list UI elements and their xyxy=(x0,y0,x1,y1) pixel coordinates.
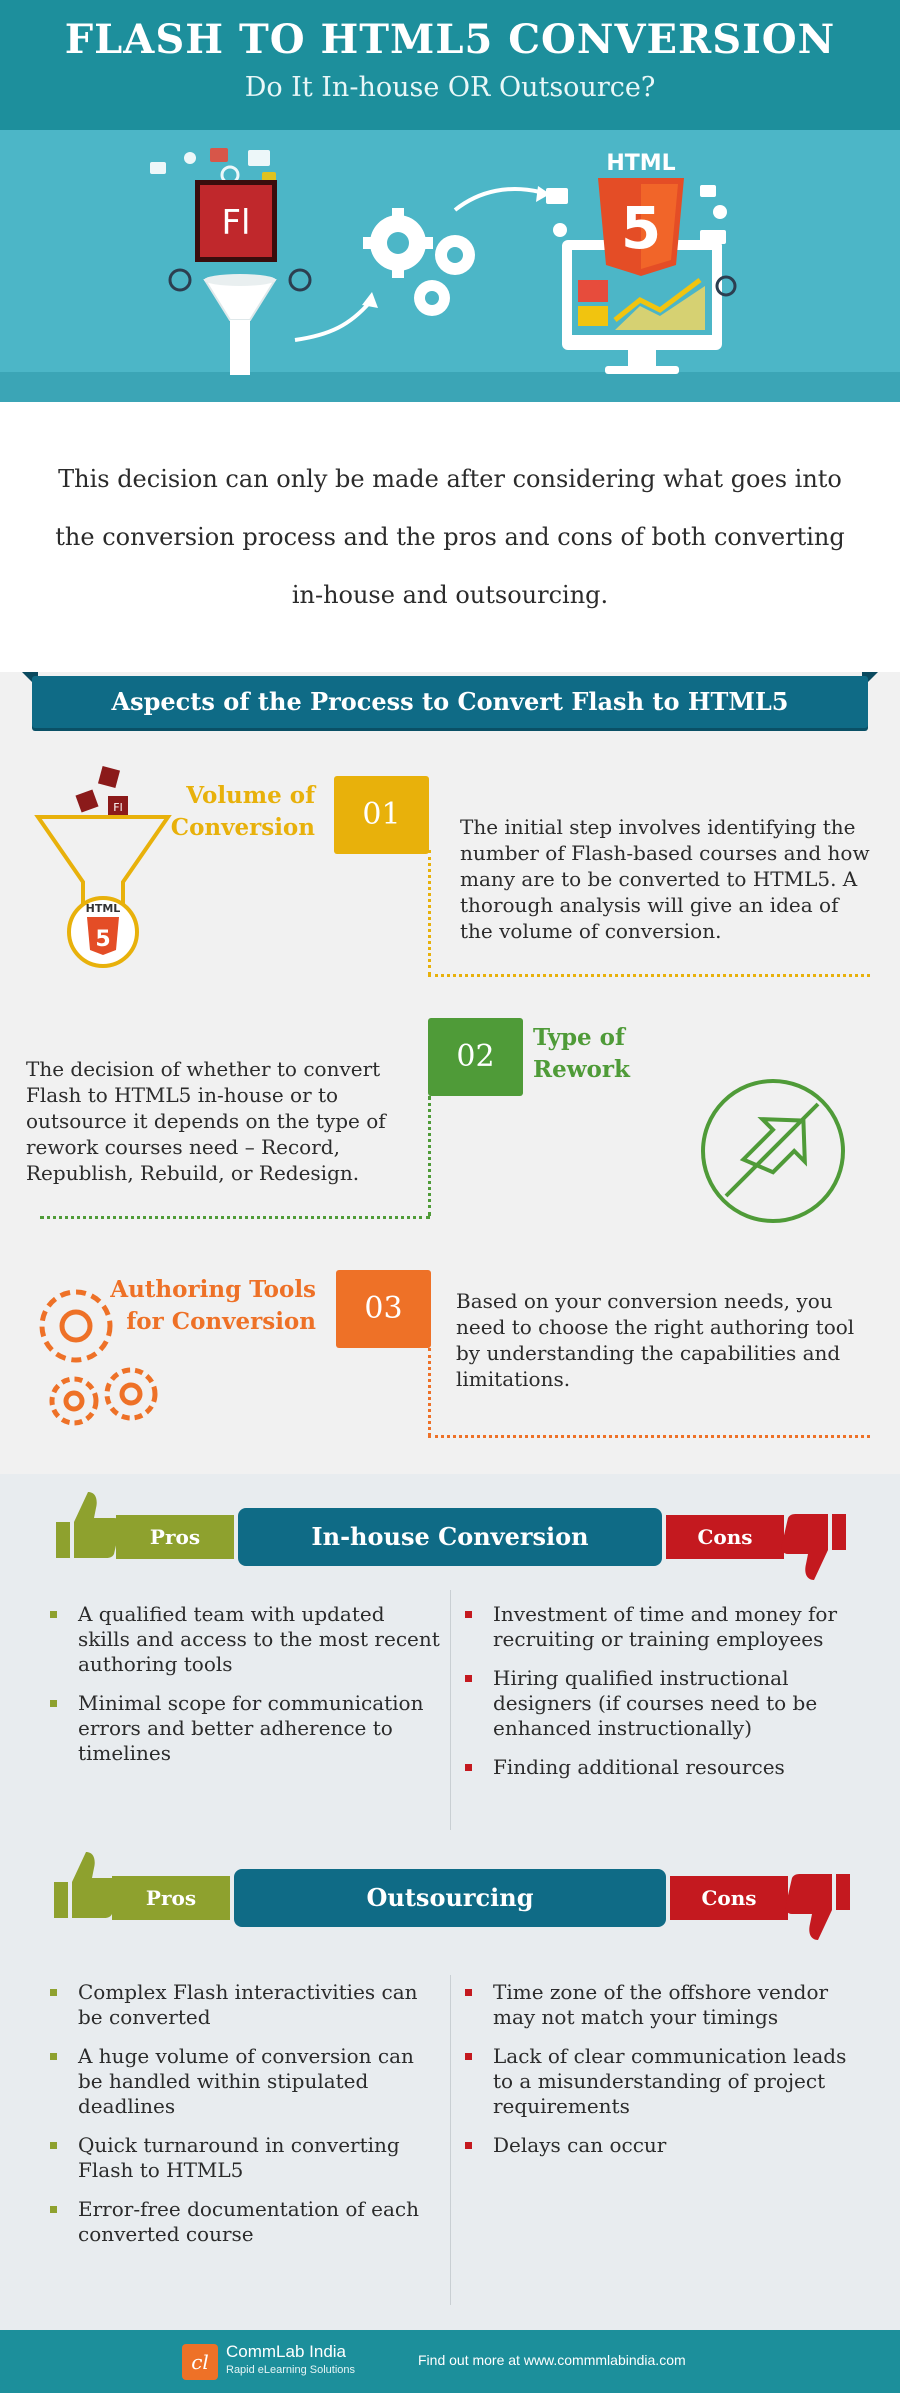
outsourcing-pros-label: Pros xyxy=(112,1876,230,1920)
aspect-3-dotline-h xyxy=(428,1435,870,1438)
inhouse-con-1: Investment of time and money for recruiting or training employees xyxy=(493,1602,838,1651)
inhouse-pro-1: A qualified team with updated skills and access to the most recent authoring tools xyxy=(78,1602,440,1676)
aspect-1-dotline-v xyxy=(428,850,431,975)
small-icons-left xyxy=(150,148,276,183)
inhouse-pros-list xyxy=(50,1602,440,1780)
header xyxy=(0,0,900,130)
bullet-icon xyxy=(465,2142,472,2149)
outsourcing-con-2: Lack of clear communication leads to a misunderstanding of project requirements xyxy=(493,2044,847,2118)
html5-mini-number: 5 xyxy=(95,927,111,952)
inhouse-pros-label: Pros xyxy=(116,1515,234,1559)
aspect-3-dotline-v xyxy=(428,1348,431,1436)
html5-shield-icon xyxy=(598,151,684,276)
list-item xyxy=(465,1602,865,1652)
inhouse-title: In-house Conversion xyxy=(238,1508,662,1566)
thumbs-down-icon xyxy=(780,1512,850,1584)
outsourcing-con-1: Time zone of the offshore vendor may not match your timings xyxy=(493,1980,829,2029)
outsourcing-pro-1: Complex Flash interactivities can be converted xyxy=(78,1980,418,2029)
inhouse-pro-2: Minimal scope for communication errors and better adherence to timelines xyxy=(78,1691,424,1765)
aspects-banner: Aspects of the Process to Convert Flash to HTML5 xyxy=(32,676,868,728)
aspect-2-dotline-h xyxy=(40,1216,430,1219)
bullet-icon xyxy=(465,1764,472,1771)
rework-arrows-icon xyxy=(698,1076,848,1226)
outsourcing-divider xyxy=(450,1975,451,2305)
list-item xyxy=(465,2044,865,2119)
bullet-icon xyxy=(50,2053,57,2060)
aspect-2-text: The decision of whether to convert Flash to HTML5 in-house or to outsource it depends on the type of rework courses need – Record, Republish, Rebuild, or Redesign. xyxy=(26,1057,386,1185)
aspect-1-title-line1: Volume of xyxy=(186,782,315,809)
bullet-icon xyxy=(465,2053,472,2060)
bullet-icon xyxy=(465,1675,472,1682)
bullet-icon xyxy=(50,2206,57,2213)
aspect-1-dotline-h xyxy=(428,974,870,977)
volume-funnel-icon xyxy=(28,762,178,972)
aspect-1-title xyxy=(160,780,315,844)
html-mini-label: HTML xyxy=(85,902,121,915)
intro-section xyxy=(0,402,900,672)
list-item xyxy=(465,2133,865,2158)
bullet-icon xyxy=(465,1989,472,1996)
list-item xyxy=(50,2133,440,2183)
outsourcing-cons-list xyxy=(465,1980,865,2172)
intro-text: This decision can only be made after considering what goes into the conversion process and the pros and cons of both converting in-house and outsourcing. xyxy=(55,465,845,609)
outsourcing-pro-2: A huge volume of conversion can be handled within stipulated deadlines xyxy=(78,2044,414,2118)
brand-name: CommLab India xyxy=(226,2342,347,2361)
list-item xyxy=(465,1980,865,2030)
flash-icon xyxy=(195,180,277,262)
aspect-3-title-line2: for Conversion xyxy=(126,1308,316,1335)
aspect-3-title-line1: Authoring Tools xyxy=(110,1276,316,1303)
aspect-2-title xyxy=(533,1022,683,1086)
outsourcing-pro-4: Error-free documentation of each converted course xyxy=(78,2197,419,2246)
flash-icon-label: Fl xyxy=(221,203,251,243)
brand-tagline: Rapid eLearning Solutions xyxy=(226,2364,356,2376)
aspect-1-number: 01 xyxy=(334,776,429,854)
aspect-2-dotline-v xyxy=(428,1096,431,1216)
flash-mini-label: Fl xyxy=(113,801,123,814)
outsourcing-con-3: Delays can occur xyxy=(493,2133,667,2157)
list-item xyxy=(50,2044,440,2119)
inhouse-cons-list xyxy=(465,1602,865,1794)
list-item xyxy=(465,1755,865,1780)
outsourcing-title: Outsourcing xyxy=(234,1869,666,1927)
list-item xyxy=(50,1691,440,1766)
list-item xyxy=(50,2197,440,2247)
list-item xyxy=(50,1980,440,2030)
footer-link[interactable]: Find out more at www.commmlabindia.com xyxy=(418,2352,686,2368)
funnel-icon xyxy=(204,274,276,375)
thumbs-up-icon xyxy=(52,1488,122,1560)
outsourcing-cons-label: Cons xyxy=(670,1876,788,1920)
bullet-icon xyxy=(50,1700,57,1707)
commlab-logo-icon: cl xyxy=(182,2344,218,2380)
list-item xyxy=(50,1602,440,1677)
footer xyxy=(0,2330,900,2393)
aspect-2-number: 02 xyxy=(428,1018,523,1096)
outsourcing-pros-list xyxy=(50,1980,440,2261)
aspect-1-text: The initial step involves identifying the number of Flash-based courses and how many are to be converted to HTML5. A thorough analysis will give an idea of the volume of conversion. xyxy=(460,815,870,943)
hero-svg xyxy=(0,130,900,402)
html5-number-label: 5 xyxy=(620,194,662,262)
inhouse-divider xyxy=(450,1590,451,1830)
page-title: FLASH TO HTML5 CONVERSION xyxy=(64,16,836,63)
html-label: HTML xyxy=(606,151,676,176)
bullet-icon xyxy=(465,1611,472,1618)
thumbs-down-icon-2 xyxy=(784,1872,854,1944)
inhouse-cons-label: Cons xyxy=(666,1515,784,1559)
aspect-2-title-line1: Type of xyxy=(533,1024,625,1051)
bullet-icon xyxy=(50,1989,57,1996)
aspect-3-title xyxy=(100,1274,316,1338)
outsourcing-pro-3: Quick turnaround in converting Flash to HTML5 xyxy=(78,2133,400,2182)
arrow-icon-1 xyxy=(295,302,370,340)
thumbs-up-icon-2 xyxy=(50,1848,120,1920)
gears-icon xyxy=(363,208,475,316)
bullet-icon xyxy=(50,2142,57,2149)
inhouse-con-2: Hiring qualified instructional designers (if courses need to be enhanced instructionally) xyxy=(493,1666,818,1740)
aspect-2-title-line2: Rework xyxy=(533,1056,630,1083)
aspect-1-title-line2: Conversion xyxy=(170,814,315,841)
bullet-icon xyxy=(50,1611,57,1618)
hero-illustration xyxy=(0,130,900,402)
arrow-icon-2 xyxy=(455,189,540,210)
aspect-3-text: Based on your conversion needs, you need to choose the right authoring tool by understanding the capabilities and limitations. xyxy=(456,1289,855,1391)
aspect-3-number: 03 xyxy=(336,1270,431,1348)
list-item xyxy=(465,1666,865,1741)
page-subtitle: Do It In-house OR Outsource? xyxy=(244,72,656,103)
inhouse-con-3: Finding additional resources xyxy=(493,1755,785,1779)
